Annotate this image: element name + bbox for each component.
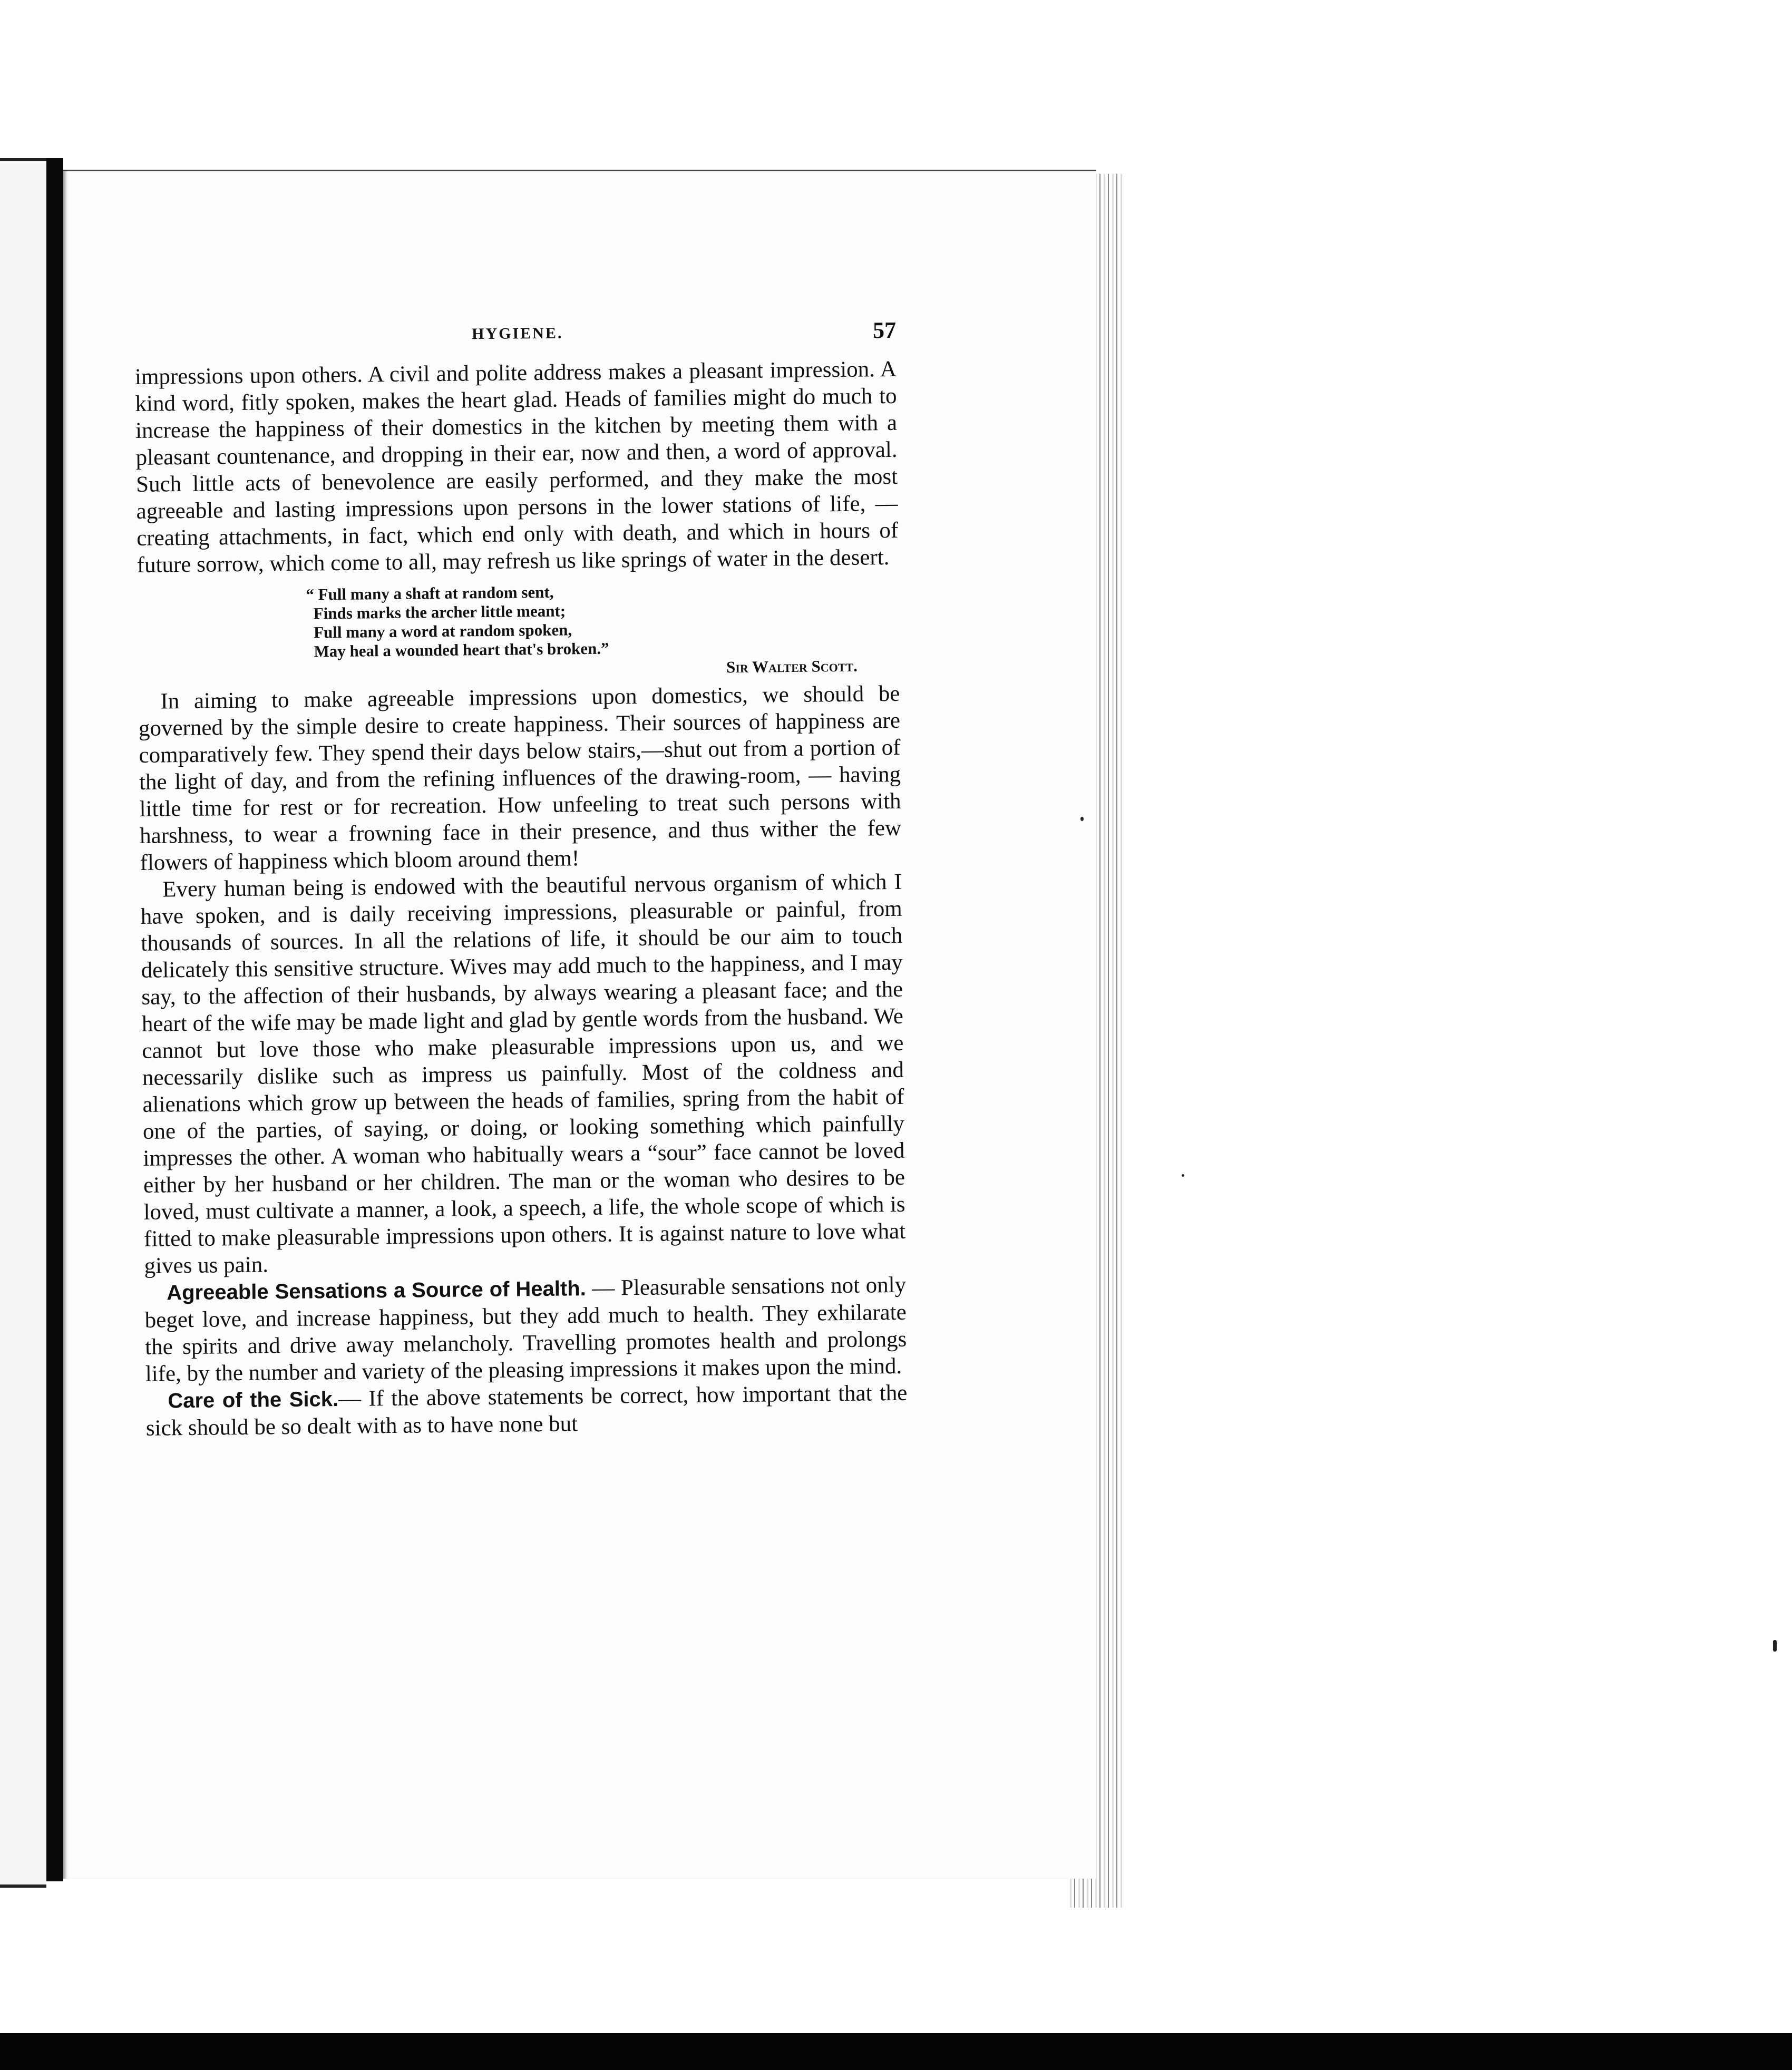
verse-line: Full many a word at random spoken,	[313, 620, 572, 642]
verse-line: Finds marks the archer little meant;	[313, 601, 566, 623]
paragraph-human-being: Every human being is endowed with the beautiful nervous organism of which I have spoken, and is daily receiving impressions, pleasurable or painful, from thousands of sources. In all the relations of life, it should be our aim to touch delicately this sensitive structure. Wives may add much to the happiness, and I may say, to the affection of their husbands, by always wearing a pleasant face; and the heart of the wife may be made light and glad by gentle words from the husband. We cannot but love those who make pleasurable impressions upon us, and we necessarily dislike such as impress us painfully. Most of the coldness and alienations which grow up between the heads of families, spring from the habit of one of the parties, of saying, or doing, or looking something which painfully impresses the other. A woman who habitually wears a “sour” face cannot be loved either by her husband or her children. The man or the woman who desires to be loved, must cultivate a manner, a look, a speech, a life, the whole scope of which is fitted to make pleasurable impressions upon others. It is against nature to love what gives us pain.	[140, 869, 906, 1278]
section-heading: Agreeable Sensations a Source of Health.	[166, 1277, 586, 1305]
scan-bottom-border	[0, 2033, 1792, 2070]
page-number: 57	[872, 317, 897, 344]
book-spine	[46, 158, 63, 1881]
verse-attribution: Sir Walter Scott.	[726, 656, 858, 677]
paragraph-domestics: In aiming to make agreeable impressions upon domestics, we should be governed by the simple desire to create happiness. Their sources of happiness are comparatively few. They spend their days below stairs,—shut out from a portion of the light of day, and from the refining influences of the drawing-room, — having little time for rest or for recreation. How unfeeling to treat such persons with harshness, to wear a frowning face in their presence, and thus wither the few flowers of happiness which bloom around them!	[138, 681, 902, 875]
left-book-cover	[0, 158, 46, 1888]
paragraph-continuation: impressions upon others. A civil and polite address makes a pleasant impression. A kind word, fitly spoken, makes the heart glad. Heads of families might do much to increase the happiness of their domestics in the kitchen by meeting them with a pleasant countenance, and dropping in their ear, now and then, a word of approval. Such little acts of benevolence are easily performed, and they make the most agreeable and lasting impressions upon persons in the lower stations of life, — creating attachments, in fact, which end only with death, and which in hours of future sorrow, which come to all, may refresh us like springs of water in the desert.	[134, 356, 899, 578]
running-title: HYGIENE.	[472, 324, 563, 343]
section-heading: Care of the Sick.	[168, 1388, 339, 1413]
section-text: — Pleasurable sensations not only beget love, and increase happiness, but they add much to health. They exhilarate the spirits and drive away melancholy. Travelling promotes health and prolongs life, by the number and variety of the pleasing impressions it makes upon the mind.	[144, 1272, 907, 1386]
scan-speck	[1080, 817, 1084, 821]
scan-speck	[1773, 1640, 1777, 1652]
verse-quotation	[306, 579, 900, 681]
scan-speck	[1182, 1174, 1184, 1177]
page-text-block	[134, 319, 908, 1442]
section-text: — If the above statements be correct, how important that the sick should be so dealt with as to have none but	[145, 1380, 908, 1441]
section-agreeable-sensations	[144, 1272, 907, 1388]
verse-line: “ Full many a shaft at random sent,	[306, 582, 554, 604]
section-care-of-sick	[145, 1380, 908, 1442]
verse-line: May heal a wounded heart that's broken.”	[314, 639, 609, 661]
